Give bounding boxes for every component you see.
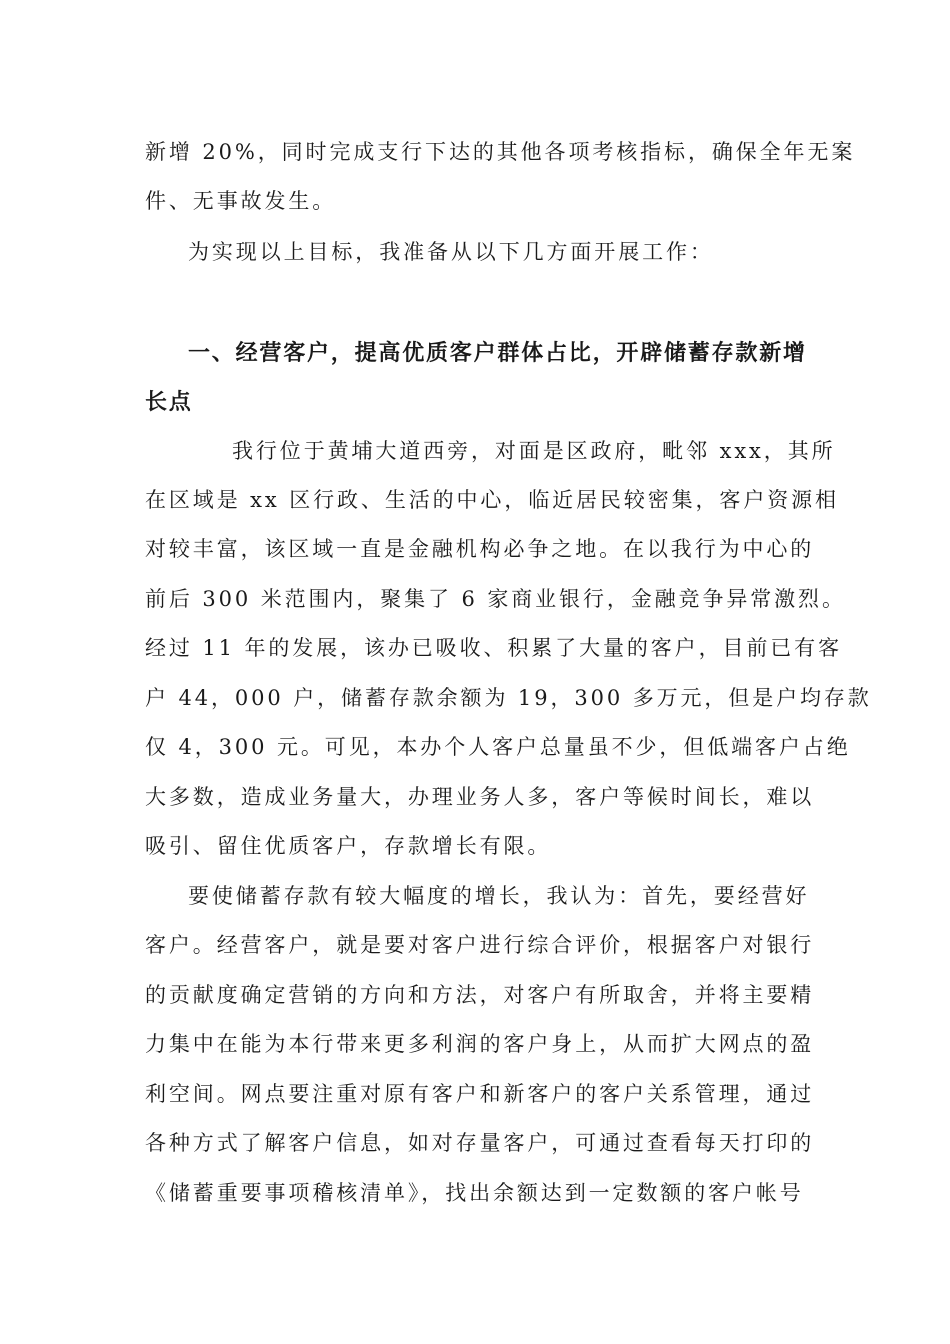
location-line-4: 前后 300 米范围内，聚集了 6 家商业银行，金融竞争异常激烈。 xyxy=(145,587,846,611)
location-line-6: 户 44，000 户，储蓄存款余额为 19，300 多万元，但是户均存款 xyxy=(145,686,872,710)
location-line-3: 对较丰富，该区域一直是金融机构必争之地。在以我行为中心的 xyxy=(145,537,815,561)
location-line-2: 在区域是 xx 区行政、生活的中心，临近居民较密集，客户资源相 xyxy=(145,488,839,512)
location-line-7: 仅 4，300 元。可见，本办个人客户总量虽不少，但低端客户占绝 xyxy=(145,735,851,759)
section-heading-line-1: 一、经营客户，提高优质客户群体占比，开辟储蓄存款新增 xyxy=(188,341,807,366)
strategy-line-5: 利空间。网点要注重对原有客户和新客户的客户关系管理，通过 xyxy=(145,1082,815,1106)
location-line-1: 我行位于黄埔大道西旁，对面是区政府，毗邻 xxx，其所 xyxy=(232,439,836,463)
strategy-line-2: 客户。经营客户，就是要对客户进行综合评价，根据客户对银行 xyxy=(145,933,815,957)
transition-sentence: 为实现以上目标，我准备从以下几方面开展工作： xyxy=(188,240,714,264)
section-heading-line-2: 长点 xyxy=(145,390,193,415)
strategy-line-4: 力集中在能为本行带来更多利润的客户身上，从而扩大网点的盈 xyxy=(145,1032,815,1056)
strategy-line-7: 《储蓄重要事项稽核清单》，找出余额达到一定数额的客户帐号 xyxy=(145,1181,804,1205)
location-line-8: 大多数，造成业务量大，办理业务人多，客户等候时间长，难以 xyxy=(145,785,815,809)
strategy-line-1: 要使储蓄存款有较大幅度的增长，我认为：首先，要经营好 xyxy=(188,884,810,908)
location-line-9: 吸引、留住优质客户，存款增长有限。 xyxy=(145,834,552,858)
intro-line-1: 新增 20%，同时完成支行下达的其他各项考核指标，确保全年无案 xyxy=(145,140,856,164)
strategy-line-6: 各种方式了解客户信息，如对存量客户，可通过查看每天打印的 xyxy=(145,1131,815,1155)
intro-line-2: 件、无事故发生。 xyxy=(145,189,337,213)
location-line-5: 经过 11 年的发展，该办已吸收、积累了大量的客户，目前已有客 xyxy=(145,636,842,660)
strategy-line-3: 的贡献度确定营销的方向和方法，对客户有所取舍，并将主要精 xyxy=(145,983,815,1007)
